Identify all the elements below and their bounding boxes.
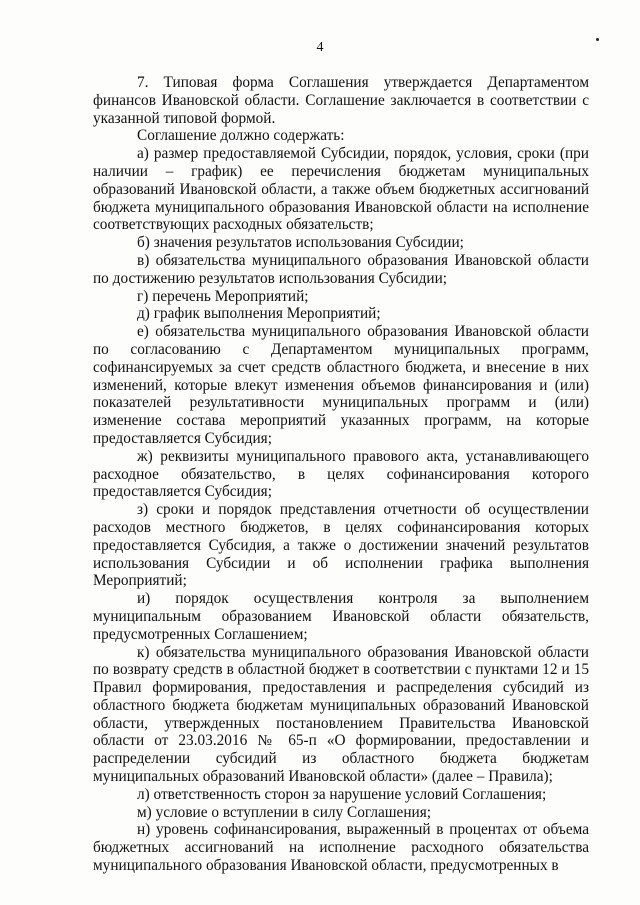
item-i: и) порядок осуществления контроля за выполнением муниципальным образованием Ивановской области обязательств, предусмотренных Соглашением;: [93, 590, 589, 643]
item-a: а) размер предоставляемой Субсидии, порядок, условия, сроки (при наличии – график) ее перечисления бюджетам муниципальных образований Ивановской области, а также объем бюджетных ассигнований бюджета муниципального образования Ивановской области на исполнение соответствующих расходных обязательств;: [93, 145, 589, 234]
item-l: л) ответственность сторон за нарушение условий Соглашения;: [137, 785, 547, 803]
item-n: н) уровень софинансирования, выраженный в процентах от объема бюджетных ассигнований на исполнение расходного обязательства муниципального образования Ивановской области, предусмотренных в: [93, 821, 589, 875]
document-body: [93, 74, 589, 875]
item-b: б) значения результатов использования Субсидии;: [137, 234, 464, 252]
item-z: з) сроки и порядок представления отчетности об осуществлении расходов местного бюджетов, в целях софинансирования которых предоставляется Субсидия, а также о достижении значений результатов использования Субсидии и об исполнении графика выполнения Мероприятий;: [93, 501, 589, 590]
paragraph-7: 7. Типовая форма Соглашения утверждается Департаментом финансов Ивановской области. Соглашение заключается в соответствии с указанной типовой формой.: [93, 74, 589, 127]
item-d: д) график выполнения Мероприятий;: [137, 305, 381, 323]
item-k: к) обязательства муниципального образования Ивановской области по возврату средств в областной бюджет в соответствии с пунктами 12 и 15 Правил формирования, предоставления и распределения субсидий из областного бюджета бюджетам муниципальных образований Ивановской области, утвержденных постановлением Правительства Ивановской области от 23.03.2016 № 65-п «О формировании, предоставлении и распределении субсидий из областного бюджета бюджетам муниципальных образований Ивановской области» (далее – Правила);: [93, 643, 589, 786]
item-g: г) перечень Мероприятий;: [137, 287, 309, 305]
item-zh: ж) реквизиты муниципального правового акта, устанавливающего расходное обязательство, в целях софинансирования которого предоставляется Субсидия;: [93, 447, 589, 501]
item-m: м) условие о вступлении в силу Соглашения;: [137, 803, 431, 821]
item-v: в) обязательства муниципального образования Ивановской области по достижению результатов использования Субсидии;: [93, 251, 589, 287]
scan-speck: [596, 38, 599, 41]
page-number: 4: [316, 40, 324, 55]
paragraph-agreement-contents: Соглашение должно содержать:: [137, 127, 345, 145]
item-e: е) обязательства муниципального образования Ивановской области по согласованию с Департаментом муниципальных программ, софинансируемых за счет средств областного бюджета, и внесение в них изменений, которые влекут изменения объемов финансирования и (или) показателей результативности муниципальных программ и (или) изменение состава мероприятий указанных программ, на которые предоставляется Субсидия;: [93, 323, 589, 447]
